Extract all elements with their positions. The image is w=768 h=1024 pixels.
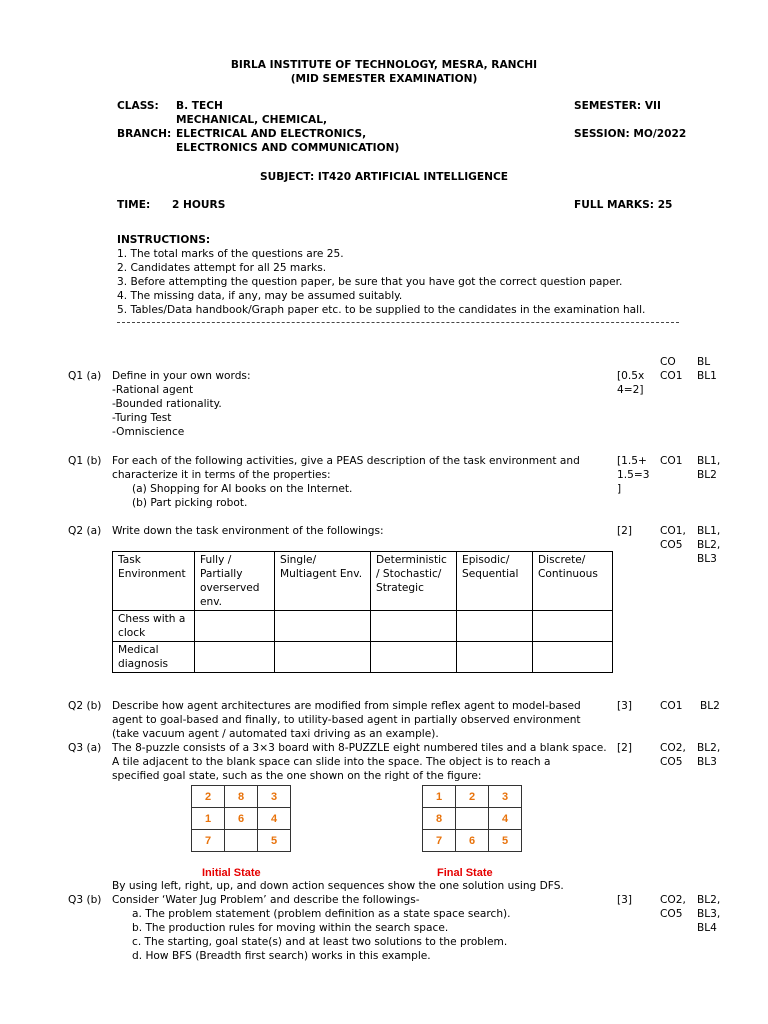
q3b-co: CO2,	[660, 894, 686, 906]
co-column-header: CO	[660, 356, 676, 368]
q2a-marks: [2]	[617, 525, 633, 537]
full-marks: FULL MARKS: 25	[574, 199, 673, 211]
q1b-marks: 1.5=3	[617, 469, 650, 481]
q1a-co: CO1	[660, 370, 683, 382]
table-cell	[195, 611, 275, 642]
table-cell	[371, 642, 457, 673]
table-cell	[275, 642, 371, 673]
separator-line	[117, 322, 679, 323]
branch-line1: MECHANICAL, CHEMICAL,	[176, 114, 327, 126]
puzzle-tile: 6	[456, 830, 489, 852]
table-header-cell: Discrete/ Continuous	[533, 552, 613, 611]
table-header-cell: Deterministic / Stochastic/ Strategic	[371, 552, 457, 611]
q3a-line2: A tile adjacent to the blank space can slide into the space. The object is to reach a	[112, 756, 551, 768]
q3a-bl: BL3	[697, 756, 717, 768]
q3a-bl: BL2,	[697, 742, 721, 754]
q3b-item: c. The starting, goal state(s) and at least two solutions to the problem.	[132, 936, 508, 948]
q1a-marks: [0.5x	[617, 370, 645, 382]
q1b-marks: ]	[617, 483, 622, 495]
branch-line2: ELECTRICAL AND ELECTRONICS,	[176, 128, 367, 140]
q3a-after-text: By using left, right, up, and down action sequences show the one solution using DFS.	[112, 880, 564, 892]
table-header-cell: Episodic/ Sequential	[457, 552, 533, 611]
q1a-item: -Omniscience	[112, 426, 185, 438]
puzzle-tile: 8	[423, 808, 456, 830]
semester: SEMESTER: VII	[574, 100, 661, 112]
q3b-co: CO5	[660, 908, 683, 920]
initial-state-caption: Initial State	[202, 867, 261, 879]
q3a-marks: [2]	[617, 742, 633, 754]
q3b-bl: BL4	[697, 922, 717, 934]
puzzle-tile: 6	[225, 808, 258, 830]
class-value: B. TECH	[176, 100, 223, 112]
q3a-label: Q3 (a)	[68, 742, 102, 754]
q2a-bl: BL2,	[697, 539, 721, 551]
q1a-item: -Bounded rationality.	[112, 398, 222, 410]
q3a-co: CO5	[660, 756, 683, 768]
institute-name: BIRLA INSTITUTE OF TECHNOLOGY, MESRA, RANCHI	[230, 59, 538, 71]
q2b-bl: BL2	[700, 700, 720, 712]
q1b-co: CO1	[660, 455, 683, 467]
q1a-marks: 4=2]	[617, 384, 644, 396]
q3b-bl: BL2,	[697, 894, 721, 906]
branch-line3: ELECTRONICS AND COMMUNICATION)	[176, 142, 400, 154]
exam-title: (MID SEMESTER EXAMINATION)	[290, 73, 478, 85]
puzzle-tile: 1	[192, 808, 225, 830]
session: SESSION: MO/2022	[574, 128, 687, 140]
table-row-label: Medical diagnosis	[113, 642, 195, 673]
q1b-line1: For each of the following activities, give a PEAS description of the task environment and	[112, 455, 580, 467]
q3a-line3: specified goal state, such as the one shown on the right of the figure:	[112, 770, 482, 782]
puzzle-tile: 5	[489, 830, 522, 852]
instruction-item: 1. The total marks of the questions are 25.	[117, 248, 344, 260]
final-state-grid	[422, 785, 522, 852]
q1b-bl: BL2	[697, 469, 717, 481]
q1a-item: -Turing Test	[112, 412, 172, 424]
table-cell	[533, 611, 613, 642]
final-state-caption: Final State	[437, 867, 493, 879]
table-cell	[533, 642, 613, 673]
q2b-line1: Describe how agent architectures are modified from simple reflex agent to model-based	[112, 700, 581, 712]
q3b-bl: BL3,	[697, 908, 721, 920]
puzzle-tile: 2	[456, 786, 489, 808]
table-cell	[457, 642, 533, 673]
puzzle-tile: 3	[258, 786, 291, 808]
initial-state-grid	[191, 785, 291, 852]
table-cell	[371, 611, 457, 642]
subject: SUBJECT: IT420 ARTIFICIAL INTELLIGENCE	[260, 171, 508, 183]
table-cell	[195, 642, 275, 673]
puzzle-tile: 7	[423, 830, 456, 852]
q2a-bl: BL1,	[697, 525, 721, 537]
puzzle-tile: 5	[258, 830, 291, 852]
q2b-line2: agent to goal-based and finally, to utility-based agent in partially observed environment	[112, 714, 581, 726]
puzzle-tile: 4	[489, 808, 522, 830]
task-environment-table	[112, 551, 613, 673]
puzzle-tile: 7	[192, 830, 225, 852]
time-value: 2 HOURS	[172, 199, 226, 211]
q1a-item: -Rational agent	[112, 384, 194, 396]
q3b-item: d. How BFS (Breadth first search) works in this example.	[132, 950, 431, 962]
class-label: CLASS:	[117, 100, 159, 112]
table-header-cell: Fully / Partially overserved env.	[195, 552, 275, 611]
instruction-item: 5. Tables/Data handbook/Graph paper etc. to be supplied to the candidates in the examination hall.	[117, 304, 646, 316]
table-header-cell: Task Environment	[113, 552, 195, 611]
q1b-bl: BL1,	[697, 455, 721, 467]
q2a-bl: BL3	[697, 553, 717, 565]
bl-column-header: BL	[697, 356, 711, 368]
q1a-text: Define in your own words:	[112, 370, 251, 382]
q1b-item: (a) Shopping for AI books on the Internet.	[132, 483, 353, 495]
q3b-label: Q3 (b)	[68, 894, 102, 906]
instruction-item: 4. The missing data, if any, may be assumed suitably.	[117, 290, 403, 302]
q2b-marks: [3]	[617, 700, 633, 712]
q3b-item: a. The problem statement (problem definition as a state space search).	[132, 908, 511, 920]
q3b-text: Consider ‘Water Jug Problem’ and describe the followings-	[112, 894, 420, 906]
q1b-item: (b) Part picking robot.	[132, 497, 248, 509]
time-label: TIME:	[117, 199, 151, 211]
table-row-label: Chess with a clock	[113, 611, 195, 642]
q3b-marks: [3]	[617, 894, 633, 906]
branch-label: BRANCH:	[117, 128, 172, 140]
q2b-label: Q2 (b)	[68, 700, 102, 712]
puzzle-tile: 4	[258, 808, 291, 830]
puzzle-tile: 8	[225, 786, 258, 808]
puzzle-tile-blank	[456, 808, 489, 830]
q1a-bl: BL1	[697, 370, 717, 382]
q2b-co: CO1	[660, 700, 683, 712]
puzzle-tile: 1	[423, 786, 456, 808]
q3a-line1: The 8-puzzle consists of a 3×3 board with 8-PUZZLE eight numbered tiles and a blank space.	[112, 742, 607, 754]
q1b-line2: characterize it in terms of the properties:	[112, 469, 331, 481]
q3a-co: CO2,	[660, 742, 686, 754]
instruction-item: 2. Candidates attempt for all 25 marks.	[117, 262, 327, 274]
instructions-title: INSTRUCTIONS:	[117, 234, 211, 246]
q1a-label: Q1 (a)	[68, 370, 102, 382]
instruction-item: 3. Before attempting the question paper, be sure that you have got the correct question paper.	[117, 276, 623, 288]
table-cell	[457, 611, 533, 642]
puzzle-tile: 2	[192, 786, 225, 808]
table-header-cell: Single/ Multiagent Env.	[275, 552, 371, 611]
table-cell	[275, 611, 371, 642]
q1b-label: Q1 (b)	[68, 455, 102, 467]
q2a-label: Q2 (a)	[68, 525, 102, 537]
q2a-co: CO1,	[660, 525, 686, 537]
q2a-text: Write down the task environment of the followings:	[112, 525, 384, 537]
puzzle-tile-blank	[225, 830, 258, 852]
puzzle-tile: 3	[489, 786, 522, 808]
q2a-co: CO5	[660, 539, 683, 551]
q1b-marks: [1.5+	[617, 455, 647, 467]
q3b-item: b. The production rules for moving within the search space.	[132, 922, 449, 934]
q2b-line3: (take vacuum agent / automated taxi driving as an example).	[112, 728, 439, 740]
